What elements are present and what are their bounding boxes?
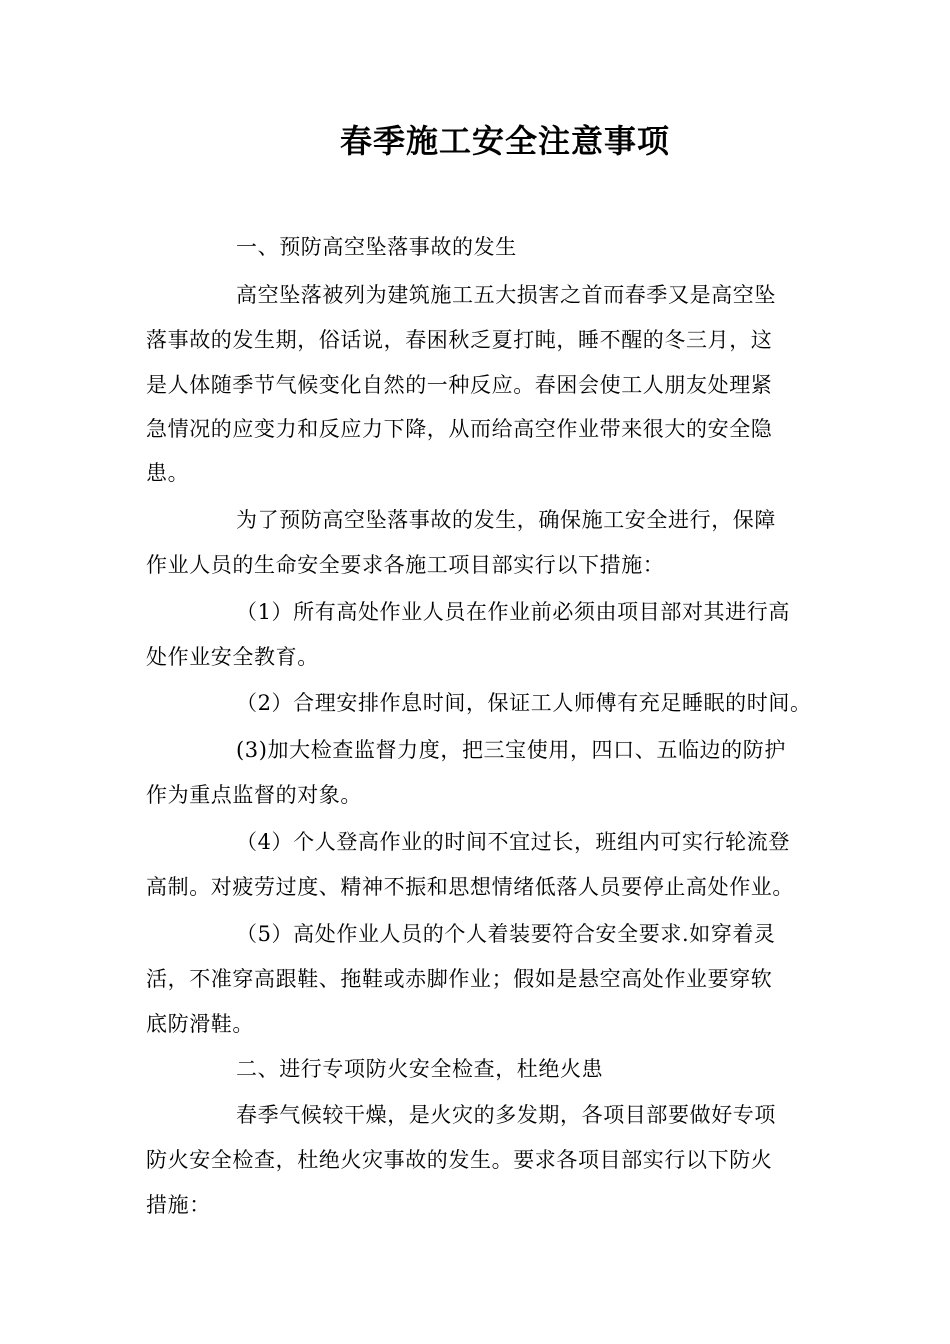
list-item-line: （2）合理安排作息时间，保证工人师傅有充足睡眠的时间。 [236,691,812,715]
paragraph-line: 防火安全检查，杜绝火灾事故的发生。要求各项目部实行以下防火 [146,1148,773,1172]
paragraph-line: 作业人员的生命安全要求各施工项目部实行以下措施： [146,553,665,577]
paragraph-line: 是人体随季节气候变化自然的一种反应。春困会使工人朋友处理紧 [146,373,773,397]
paragraph-line: 春季气候较干燥，是火灾的多发期，各项目部要做好专项 [236,1103,776,1127]
list-item-line: 作为重点监督的对象。 [146,783,362,807]
paragraph-line: 高空坠落被列为建筑施工五大损害之首而春季又是高空坠 [236,283,776,307]
list-item-line: （5）高处作业人员的个人着装要符合安全要求.如穿着灵 [236,922,776,946]
section-heading-1: 一、预防高空坠落事故的发生 [236,235,517,259]
list-item-line: (3)加大检查监督力度，把三宝使用，四口、五临边的防护 [236,738,786,762]
list-item-line: 活，不准穿高跟鞋、拖鞋或赤脚作业；假如是悬空高处作业要穿软 [146,967,773,991]
list-item-line: 底防滑鞋。 [146,1012,254,1036]
paragraph-line: 落事故的发生期，俗话说，春困秋乏夏打盹，睡不醒的冬三月，这 [146,328,773,352]
list-item-line: （1）所有高处作业人员在作业前必须由项目部对其进行高 [236,600,790,624]
list-item-line: 处作业安全教育。 [146,645,319,669]
list-item-line: （4）个人登高作业的时间不宜过长，班组内可实行轮流登 [236,830,790,854]
paragraph-line: 患。 [146,461,190,485]
list-item-line: 高制。对疲劳过度、精神不振和思想情绪低落人员要停止高处作业。 [146,875,794,899]
paragraph-line: 措施： [146,1193,211,1217]
paragraph-line: 急情况的应变力和反应力下降，从而给高空作业带来很大的安全隐 [146,417,773,441]
document-title: 春季施工安全注意事项 [339,122,670,160]
paragraph-line: 为了预防高空坠落事故的发生，确保施工安全进行，保障 [236,508,776,532]
section-heading-2: 二、进行专项防火安全检查，杜绝火患 [236,1057,604,1081]
